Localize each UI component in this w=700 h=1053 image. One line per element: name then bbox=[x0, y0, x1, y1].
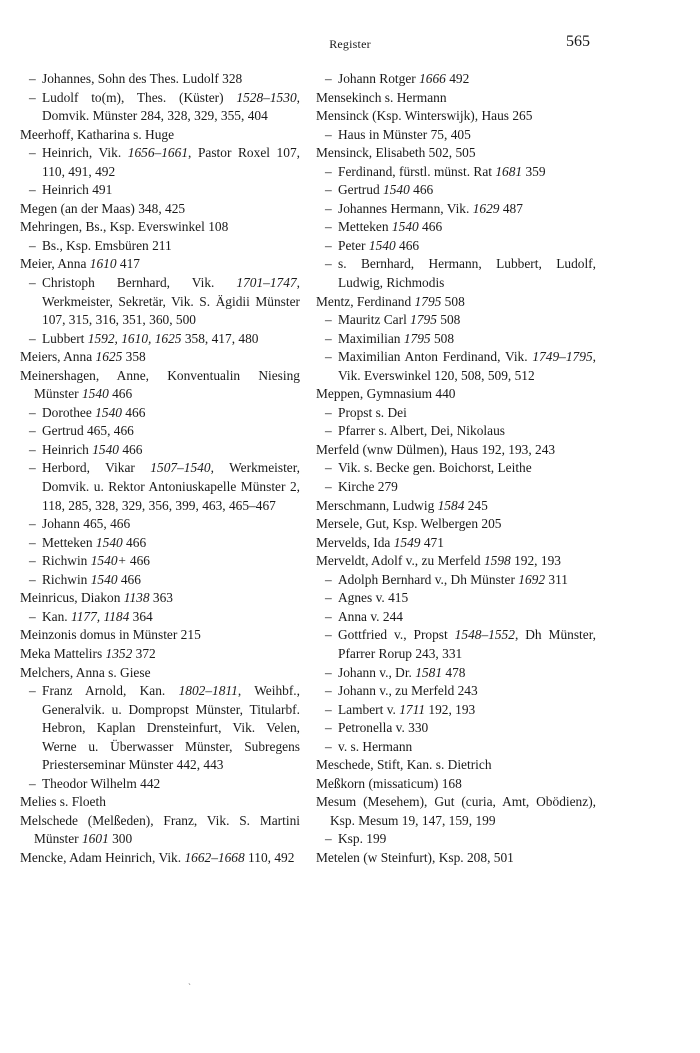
entry-text: Mencke, Adam Heinrich, Vik. bbox=[20, 849, 185, 865]
entry-text: Mentz, Ferdinand bbox=[316, 293, 415, 309]
entry-year: 1610 bbox=[89, 256, 117, 272]
index-entry bbox=[20, 664, 300, 683]
index-entry bbox=[316, 756, 596, 775]
subentry-dash: – bbox=[29, 330, 36, 346]
entry-text: 358, 417, 480 bbox=[181, 330, 259, 346]
entry-text: Merfeld (wnw Dülmen), Haus 192, 193, 243 bbox=[316, 441, 556, 457]
entry-text: 466 bbox=[117, 571, 141, 587]
index-subentry bbox=[20, 330, 300, 349]
index-subentry bbox=[20, 404, 300, 423]
index-entry bbox=[316, 144, 596, 163]
entry-year: 1540 bbox=[95, 404, 122, 420]
entry-text: 110, 492 bbox=[244, 849, 295, 865]
subentry-dash: – bbox=[325, 831, 332, 847]
entry-text: Dorothee bbox=[42, 404, 96, 420]
index-subentry bbox=[316, 404, 596, 423]
entry-text: 245 bbox=[464, 497, 488, 513]
subentry-dash: – bbox=[325, 126, 332, 142]
entry-year: 1795 bbox=[414, 293, 442, 309]
index-subentry bbox=[20, 775, 300, 794]
entry-text: Johann 465, 466 bbox=[42, 516, 131, 532]
subentry-dash: – bbox=[325, 237, 332, 253]
entry-text: 478 bbox=[442, 664, 466, 680]
subentry-dash: – bbox=[325, 627, 332, 643]
index-entry bbox=[316, 793, 596, 830]
entry-year: 1581 bbox=[415, 664, 443, 680]
entry-text: 363 bbox=[149, 590, 173, 606]
subentry-dash: – bbox=[29, 775, 36, 791]
entry-text: 508 bbox=[441, 293, 465, 309]
index-subentry bbox=[316, 830, 596, 849]
entry-year: 1598 bbox=[483, 553, 511, 569]
entry-text: Agnes v. 415 bbox=[338, 590, 409, 606]
index-subentry bbox=[20, 534, 300, 553]
entry-year: 1625 bbox=[95, 349, 123, 365]
subentry-dash: – bbox=[325, 720, 332, 736]
index-subentry bbox=[316, 608, 596, 627]
entry-text: Meier, Anna bbox=[20, 256, 90, 272]
entry-year: 1540 bbox=[81, 386, 109, 402]
entry-text: Mesum (Mesehem), Gut (curia, Amt, Obödienz), Ksp. Mesum 19, 147, 159, 199 bbox=[316, 794, 596, 828]
index-subentry bbox=[20, 682, 300, 775]
entry-text: Meinricus, Diakon bbox=[20, 590, 124, 606]
index-subentry bbox=[316, 478, 596, 497]
entry-text: Johannes, Sohn des Thes. Ludolf 328 bbox=[42, 71, 243, 86]
entry-text: Johann v., zu Merfeld 243 bbox=[338, 683, 478, 699]
index-entry bbox=[316, 515, 596, 534]
index-column-right bbox=[316, 70, 596, 868]
entry-text: 359 bbox=[522, 163, 546, 179]
subentry-dash: – bbox=[29, 89, 36, 105]
entry-text: Meppen, Gymnasium 440 bbox=[316, 386, 456, 402]
index-entry bbox=[20, 589, 300, 608]
entry-text: v. s. Hermann bbox=[338, 738, 413, 754]
index-entry bbox=[20, 812, 300, 849]
subentry-dash: – bbox=[29, 571, 36, 587]
subentry-dash: – bbox=[29, 553, 36, 569]
subentry-dash: – bbox=[325, 590, 332, 606]
entry-text: Kan. bbox=[42, 608, 72, 624]
entry-text: 508 bbox=[436, 312, 461, 328]
entry-text: Franz Arnold, Kan. bbox=[42, 683, 179, 699]
index-entry bbox=[20, 218, 300, 237]
entry-year: 1540 bbox=[92, 441, 119, 457]
entry-text: Heinrich, Vik. bbox=[42, 145, 128, 161]
entry-text: 358 bbox=[122, 349, 146, 365]
entry-year: 1507–1540 bbox=[150, 460, 211, 476]
index-subentry bbox=[316, 571, 596, 590]
entry-text: Mensinck (Ksp. Winterswijk), Haus 265 bbox=[316, 108, 533, 124]
entry-text: Meiers, Anna bbox=[20, 349, 96, 365]
entry-text: Meinzonis domus in Münster 215 bbox=[20, 627, 201, 643]
index-subentry bbox=[20, 144, 300, 181]
entry-year: 1177, 1184 bbox=[71, 608, 130, 624]
entry-text: Metteken bbox=[338, 219, 392, 235]
entry-text: 487 bbox=[499, 200, 523, 216]
index-entry bbox=[316, 552, 596, 571]
stray-mark: ` bbox=[188, 982, 191, 992]
entry-text: Mersele, Gut, Ksp. Welbergen 205 bbox=[316, 516, 502, 532]
entry-text: Meschede, Stift, Kan. s. Dietrich bbox=[316, 757, 492, 773]
subentry-dash: – bbox=[29, 460, 36, 476]
entry-text: Meinershagen, Anne, Konventualin Niesing Münster bbox=[20, 367, 300, 402]
entry-text: Haus in Münster 75, 405 bbox=[338, 126, 471, 142]
entry-text: Richwin bbox=[42, 571, 91, 587]
entry-text: , Werkmeister, Sekretär, Vik. S. Ägidii Münster 107, 315, 316, 351, 360, 500 bbox=[42, 275, 300, 328]
entry-year: 1138 bbox=[123, 590, 150, 606]
index-subentry bbox=[316, 459, 596, 478]
index-subentry bbox=[20, 274, 300, 330]
index-entry bbox=[316, 534, 596, 553]
subentry-dash: – bbox=[29, 683, 36, 699]
index-subentry bbox=[316, 311, 596, 330]
subentry-dash: – bbox=[325, 182, 332, 198]
index-entry bbox=[20, 849, 300, 868]
entry-text: Mehringen, Bs., Ksp. Everswinkel 108 bbox=[20, 219, 229, 235]
entry-text: 466 bbox=[409, 182, 434, 198]
entry-year: 1656–1661 bbox=[127, 145, 189, 161]
entry-year: 1528–1530 bbox=[236, 89, 297, 105]
index-subentry bbox=[316, 163, 596, 182]
subentry-dash: – bbox=[325, 571, 332, 587]
subentry-dash: – bbox=[325, 219, 332, 235]
entry-text: Ludolf to(m), Thes. (Küster) bbox=[42, 89, 237, 105]
entry-year: 1601 bbox=[81, 831, 109, 847]
entry-text: Bs., Ksp. Emsbüren 211 bbox=[42, 237, 172, 253]
index-subentry bbox=[316, 719, 596, 738]
entry-text: Lambert v. bbox=[338, 701, 400, 717]
entry-text: Ksp. 199 bbox=[338, 831, 387, 847]
entry-text: Johann v., Dr. bbox=[338, 664, 416, 680]
entry-text: Maximilian bbox=[338, 330, 404, 346]
running-title: Register bbox=[329, 37, 371, 51]
subentry-dash: – bbox=[325, 330, 332, 346]
index-subentry bbox=[20, 608, 300, 627]
entry-year: 1540 bbox=[90, 571, 118, 587]
entry-year: 1540 bbox=[391, 219, 419, 235]
entry-text: 466 bbox=[118, 441, 143, 457]
index-entry bbox=[316, 89, 596, 108]
index-entry bbox=[20, 126, 300, 145]
entry-text: Mensekinch s. Hermann bbox=[316, 89, 447, 105]
entry-year: 1795 bbox=[403, 330, 431, 346]
entry-text: 372 bbox=[132, 645, 156, 661]
entry-text: , Dh Münster, Pfarrer Rorup 243, 331 bbox=[338, 627, 596, 661]
index-column-left bbox=[20, 70, 300, 868]
subentry-dash: – bbox=[29, 71, 36, 86]
entry-text: Melschede (Melßeden), Franz, Vik. S. Martini Münster bbox=[20, 812, 300, 847]
entry-text: 311 bbox=[545, 571, 568, 587]
subentry-dash: – bbox=[29, 404, 36, 420]
index-subentry bbox=[20, 70, 300, 89]
subentry-dash: – bbox=[325, 404, 332, 420]
index-entry bbox=[20, 367, 300, 404]
entry-year: 1592, 1610, 1625 bbox=[87, 330, 182, 346]
index-subentry bbox=[316, 626, 596, 663]
entry-text: 466 bbox=[122, 534, 147, 550]
entry-text: Kirche 279 bbox=[338, 479, 398, 495]
index-subentry bbox=[316, 200, 596, 219]
entry-year: 1711 bbox=[399, 701, 426, 717]
subentry-dash: – bbox=[29, 275, 36, 291]
index-subentry bbox=[316, 701, 596, 720]
entry-text: , Werkmeister, Domvik. u. Rektor Antoniuskapelle Münster 2, 118, 285, 328, 329, 356, 399, 463, 465–467 bbox=[42, 460, 300, 513]
entry-year: 1795 bbox=[410, 312, 437, 328]
entry-text: 471 bbox=[420, 534, 444, 550]
index-subentry bbox=[316, 589, 596, 608]
entry-year: 1749–1795 bbox=[532, 349, 593, 365]
entry-year: 1681 bbox=[495, 163, 523, 179]
index-subentry bbox=[20, 89, 300, 126]
index-subentry bbox=[316, 237, 596, 256]
entry-year: 1540 bbox=[95, 534, 123, 550]
index-subentry bbox=[316, 422, 596, 441]
index-subentry bbox=[316, 218, 596, 237]
entry-text: Heinrich 491 bbox=[42, 182, 113, 198]
subentry-dash: – bbox=[325, 200, 332, 216]
index-entry bbox=[20, 200, 300, 219]
entry-text: Melchers, Anna s. Giese bbox=[20, 664, 151, 680]
entry-text: , Weihbf., Generalvik. u. Dompropst Münster, Titularbf. Hebron, Kaplan Drensteinfurt, Vik. Velen, Werne u. Überwasser Münster, Subregens Priesterseminar Münster 442, 443 bbox=[42, 683, 300, 773]
entry-text: Megen (an der Maas) 348, 425 bbox=[20, 200, 186, 216]
index-entry bbox=[20, 793, 300, 812]
entry-text: Herbord, Vikar bbox=[42, 460, 151, 476]
index-subentry bbox=[316, 70, 596, 89]
index-subentry bbox=[20, 237, 300, 256]
index-entry bbox=[316, 497, 596, 516]
entry-text: Gertrud bbox=[338, 182, 383, 198]
entry-text: s. Bernhard, Hermann, Lubbert, Ludolf, Ludwig, Richmodis bbox=[338, 256, 596, 291]
index-entry bbox=[316, 107, 596, 126]
entry-text: 466 bbox=[126, 553, 150, 569]
index-subentry bbox=[316, 255, 596, 292]
entry-text: Mauritz Carl bbox=[338, 312, 411, 328]
entry-text: Meerhoff, Katharina s. Huge bbox=[20, 126, 175, 142]
entry-text: Gottfried v., Propst bbox=[338, 627, 455, 643]
index-subentry bbox=[316, 738, 596, 757]
entry-text: Gertrud 465, 466 bbox=[42, 423, 134, 439]
entry-text: 192, 193 bbox=[425, 701, 476, 717]
entry-text: Meßkorn (missaticum) 168 bbox=[316, 775, 462, 791]
index-subentry bbox=[20, 515, 300, 534]
index-entry bbox=[316, 293, 596, 312]
entry-text: Merschmann, Ludwig bbox=[316, 497, 438, 513]
index-subentry bbox=[316, 682, 596, 701]
subentry-dash: – bbox=[29, 145, 36, 161]
entry-text: , Pastor Roxel 107, 110, 491, 492 bbox=[42, 145, 300, 179]
subentry-dash: – bbox=[29, 237, 36, 253]
entry-text: Richwin bbox=[42, 553, 91, 569]
subentry-dash: – bbox=[325, 683, 332, 699]
subentry-dash: – bbox=[29, 441, 36, 457]
subentry-dash: – bbox=[325, 312, 332, 328]
entry-text: , Domvik. Münster 284, 328, 329, 355, 404 bbox=[42, 89, 300, 124]
entry-text: 466 bbox=[395, 237, 420, 253]
index-subentry bbox=[20, 441, 300, 460]
subentry-dash: – bbox=[29, 516, 36, 532]
index-entry bbox=[316, 385, 596, 404]
entry-text: 192, 193 bbox=[510, 553, 561, 569]
subentry-dash: – bbox=[325, 664, 332, 680]
index-subentry bbox=[316, 348, 596, 385]
subentry-dash: – bbox=[29, 182, 36, 198]
entry-text: 417 bbox=[116, 256, 140, 272]
subentry-dash: – bbox=[29, 608, 36, 624]
entry-year: 1540+ bbox=[90, 553, 127, 569]
entry-year: 1629 bbox=[472, 200, 500, 216]
entry-text: 492 bbox=[445, 71, 470, 86]
index-subentry bbox=[20, 571, 300, 590]
entry-text: Ferdinand, fürstl. münst. Rat bbox=[338, 163, 496, 179]
index-subentry bbox=[20, 181, 300, 200]
entry-year: 1802–1811 bbox=[178, 683, 238, 699]
index-subentry bbox=[316, 181, 596, 200]
entry-text: Pfarrer s. Albert, Dei, Nikolaus bbox=[338, 423, 505, 439]
entry-year: 1352 bbox=[105, 645, 133, 661]
subentry-dash: – bbox=[325, 349, 332, 365]
entry-year: 1549 bbox=[393, 534, 421, 550]
entry-year: 1540 bbox=[368, 237, 396, 253]
subentry-dash: – bbox=[325, 256, 332, 272]
entry-text: 466 bbox=[121, 404, 146, 420]
entry-year: 1540 bbox=[383, 182, 410, 198]
entry-text: Christoph Bernhard, Vik. bbox=[42, 275, 237, 291]
entry-text: Metteken bbox=[42, 534, 96, 550]
index-subentry bbox=[20, 552, 300, 571]
entry-text: Maximilian Anton Ferdinand, Vik. bbox=[338, 349, 533, 365]
entry-text: , Vik. Everswinkel 120, 508, 509, 512 bbox=[338, 349, 596, 383]
entry-year: 1548–1552 bbox=[454, 627, 515, 643]
entry-text: Anna v. 244 bbox=[338, 608, 403, 624]
subentry-dash: – bbox=[325, 608, 332, 624]
entry-text: 466 bbox=[108, 386, 133, 402]
entry-text: Johann Rotger bbox=[338, 71, 420, 86]
entry-text: Adolph Bernhard v., Dh Münster bbox=[338, 571, 519, 587]
entry-text: Petronella v. 330 bbox=[338, 720, 429, 736]
entry-year: 1692 bbox=[518, 571, 546, 587]
entry-text: Melies s. Floeth bbox=[20, 794, 106, 810]
entry-text: Heinrich bbox=[42, 441, 93, 457]
page-number: 565 bbox=[566, 33, 590, 50]
entry-text: Metelen (w Steinfurt), Ksp. 208, 501 bbox=[316, 849, 514, 865]
entry-text: Lubbert bbox=[42, 330, 88, 346]
index-entry bbox=[316, 441, 596, 460]
index-entry bbox=[20, 626, 300, 645]
index-entry bbox=[316, 849, 596, 868]
entry-text: Peter bbox=[338, 237, 369, 253]
entry-year: 1666 bbox=[419, 71, 446, 86]
index-subentry bbox=[316, 330, 596, 349]
index-subentry bbox=[20, 459, 300, 515]
subentry-dash: – bbox=[325, 479, 332, 495]
entry-text: 364 bbox=[129, 608, 153, 624]
entry-year: 1662–1668 bbox=[184, 849, 245, 865]
index-entry bbox=[20, 348, 300, 367]
subentry-dash: – bbox=[29, 534, 36, 550]
entry-text: Johannes Hermann, Vik. bbox=[338, 200, 473, 216]
subentry-dash: – bbox=[325, 423, 332, 439]
entry-year: 1584 bbox=[437, 497, 465, 513]
subentry-dash: – bbox=[325, 163, 332, 179]
index-entry bbox=[20, 645, 300, 664]
index-entry bbox=[316, 775, 596, 794]
subentry-dash: – bbox=[325, 71, 332, 86]
index-entry bbox=[20, 255, 300, 274]
entry-text: 508 bbox=[430, 330, 455, 346]
entry-text: Propst s. Dei bbox=[338, 404, 407, 420]
index-subentry bbox=[316, 126, 596, 145]
entry-text: Meka Mattelirs bbox=[20, 645, 106, 661]
entry-text: 300 bbox=[108, 831, 133, 847]
index-subentry bbox=[20, 422, 300, 441]
entry-text: Vik. s. Becke gen. Boichorst, Leithe bbox=[338, 460, 532, 476]
entry-text: Mervelds, Ida bbox=[316, 534, 394, 550]
subentry-dash: – bbox=[325, 460, 332, 476]
entry-text: 466 bbox=[418, 219, 443, 235]
index-subentry bbox=[316, 664, 596, 683]
entry-text: Theodor Wilhelm 442 bbox=[42, 775, 161, 791]
entry-year: 1701–1747 bbox=[236, 275, 297, 291]
subentry-dash: – bbox=[29, 423, 36, 439]
entry-text: Merveldt, Adolf v., zu Merfeld bbox=[316, 553, 484, 569]
entry-text: Mensinck, Elisabeth 502, 505 bbox=[316, 145, 476, 161]
subentry-dash: – bbox=[325, 701, 332, 717]
subentry-dash: – bbox=[325, 738, 332, 754]
